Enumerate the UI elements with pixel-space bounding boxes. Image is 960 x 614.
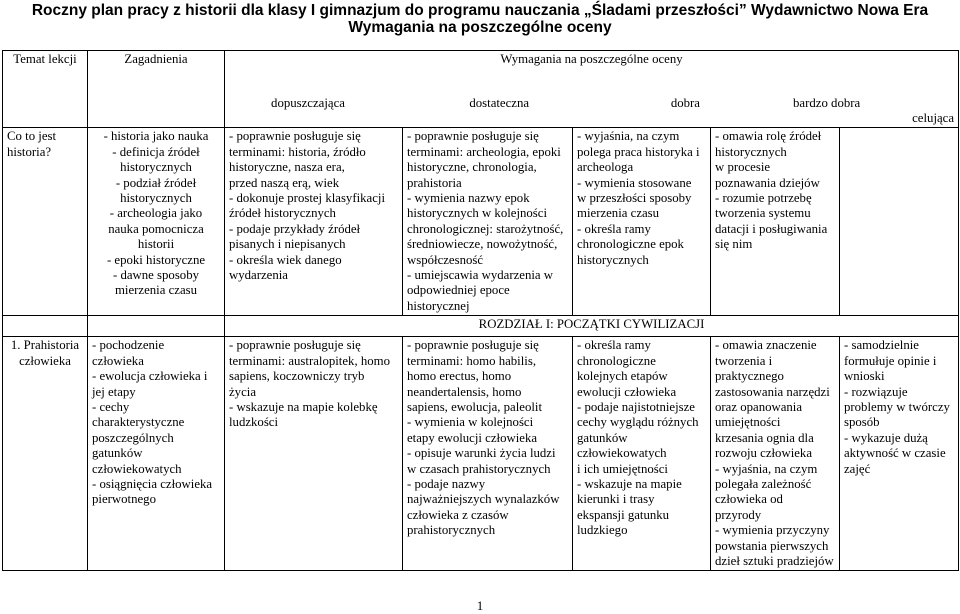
level-celujaca: celująca xyxy=(912,110,955,125)
header-levels xyxy=(225,95,959,128)
level-dopuszczajaca: dopuszczająca xyxy=(271,95,345,110)
row0-celujaca xyxy=(840,128,959,316)
table-row xyxy=(3,128,959,316)
row0-dostateczna: - poprawnie posługuje się terminami: archeologia, epoki historyczne, chronologia, prahistoria - wymienia nazwy epok historycznych w kolejności chronologicznej: starożytność, średniowiecze, nowożytność, współczesność - umiejscawia wydarzenia w odpowiedniej epoce historycznej xyxy=(403,128,573,316)
requirements-table xyxy=(2,50,959,571)
row0-dobra: - wyjaśnia, na czym polega praca historyka i archeologa - wymienia stosowane w przeszłości sposoby mierzenia czasu - określa ramy chronologiczne epok historycznych xyxy=(573,128,711,316)
row1-temat: 1. Prahistoria człowieka xyxy=(3,337,88,571)
chapter-heading-row xyxy=(3,316,959,337)
header-temat-lekcji: Temat lekcji xyxy=(3,51,88,128)
row1-celujaca: - samodzielnie formułuje opinie i wnioski - rozwiązuje problemy w twórczy sposób - wykazuje dużą aktywność w czasie zajęć xyxy=(840,337,959,571)
title-line-2: Wymagania na poszczególne oceny xyxy=(348,19,612,36)
row0-temat: Co to jest historia? xyxy=(3,128,88,316)
row0-zagadnienia: - historia jako nauka - definicja źródeł historycznych - podział źródeł historycznych - archeologia jako nauka pomocnicza historii - epoki historyczne - dawne sposoby mierzenia czasu xyxy=(88,128,225,316)
table-header-row xyxy=(3,51,959,95)
header-wymagania: Wymagania na poszczególne oceny xyxy=(225,51,959,95)
level-dostateczna: dostateczna xyxy=(469,95,530,110)
level-bardzo-dobra: bardzo dobra xyxy=(793,95,861,110)
row1-zagadnienia: - pochodzenie człowieka - ewolucja człowieka i jej etapy - cechy charakterystyczne poszczególnych gatunków człowiekowatych - osiągnięcia człowieka pierwotnego xyxy=(88,337,225,571)
table-row xyxy=(3,337,959,571)
page-number: 1 xyxy=(476,598,484,613)
row0-bardzo-dobra: - omawia rolę źródeł historycznych w procesie poznawania dziejów - rozumie potrzebę tworzenia systemu datacji i posługiwania się nim xyxy=(711,128,840,316)
level-dobra: dobra xyxy=(670,95,700,110)
chapter-heading: ROZDZIAŁ I: POCZĄTKI CYWILIZACJI xyxy=(225,316,959,337)
row1-dopuszczajaca: - poprawnie posługuje się terminami: australopitek, homo sapiens, koczowniczy tryb życia - wskazuje na mapie kolebkę ludzkości xyxy=(225,337,403,571)
header-zagadnienia: Zagadnienia xyxy=(88,51,225,128)
title-line-1: Roczny plan pracy z historii dla klasy I gimnazjum do programu nauczania „Śladami przeszłości” Wydawnictwo Nowa Era xyxy=(31,2,929,19)
row1-bardzo-dobra: - omawia znaczenie tworzenia i praktycznego zastosowania narzędzi oraz opanowania umiejętności krzesania ognia dla rozwoju człowieka - wyjaśnia, na czym polegała zależność człowieka od przyrody - wymienia przyczyny powstania pierwszych dzieł sztuki pradziejów xyxy=(711,337,840,571)
row1-dostateczna: - poprawnie posługuje się terminami: homo habilis, homo erectus, homo neandertalensis, homo sapiens, ewolucja, paleolit - wymienia w kolejności etapy ewolucji człowieka - opisuje warunki życia ludzi w czasach prahistorycznych - podaje nazwy najważniejszych wynalazków człowieka z czasów prahistorycznych xyxy=(403,337,573,571)
row0-dopuszczajaca: - poprawnie posługuje się terminami: historia, źródło historyczne, nasza era, przed naszą erą, wiek - dokonuje prostej klasyfikacji źródeł historycznych - podaje przykłady źródeł pisanych i niepisanych - określa wiek danego wydarzenia xyxy=(225,128,403,316)
row1-dobra: - określa ramy chronologiczne kolejnych etapów ewolucji człowieka - podaje najistotniejsze cechy wyglądu różnych gatunków człowiekowatych i ich umiejętności - wskazuje na mapie kierunki i trasy ekspansji gatunku ludzkiego xyxy=(573,337,711,571)
document-title xyxy=(0,2,960,36)
